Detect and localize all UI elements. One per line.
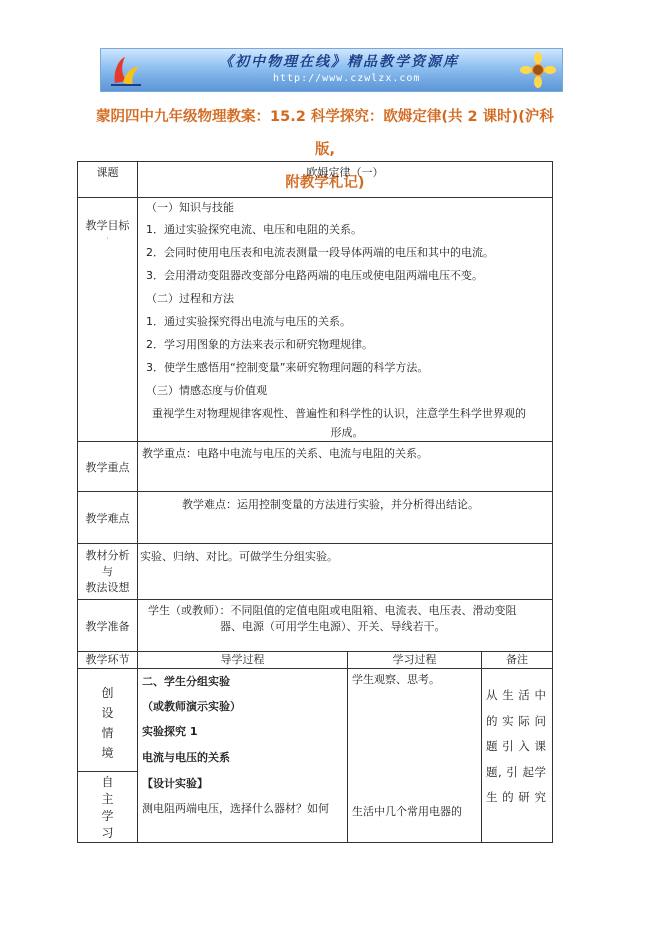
analysis-label-cell	[78, 544, 138, 600]
row-difficulties	[78, 492, 553, 544]
section2-label-char: 学	[101, 809, 114, 823]
guide-content-cell	[138, 669, 348, 843]
row-topic	[78, 162, 553, 198]
header-study: 学习过程	[348, 652, 482, 669]
analysis-content-cell	[138, 544, 553, 600]
topic-value: 欧姆定律（一）	[306, 166, 384, 179]
difficult-label: 教学难点	[85, 511, 130, 525]
flower-icon	[520, 52, 556, 88]
section2-label-char: 习	[101, 826, 114, 840]
note-line: 题 引 入 课	[486, 739, 547, 753]
difficult-content: 教学难点：运用控制变量的方法进行实验，并分析得出结论。	[182, 498, 479, 511]
key-content-cell	[138, 442, 553, 492]
logo-icon	[109, 53, 143, 87]
note-line: 题, 引 起学	[486, 764, 547, 779]
topic-value-cell	[138, 162, 553, 198]
prep-line-2: 器、电源（可用学生电源）、开关、导线若干。	[220, 620, 446, 633]
section2-label-cell	[78, 772, 138, 843]
topic-label: 课题	[96, 166, 119, 179]
row-goals	[78, 198, 553, 442]
section2-label-char: 主	[101, 792, 114, 806]
guide-line: （或教师演示实验）	[142, 700, 241, 713]
analysis-content: 实验、归纳、对比。可做学生分组实验。	[140, 550, 338, 563]
key-content: 教学重点：电路中电流与电压的关系、电流与电阻的关系。	[142, 447, 428, 460]
header-guide: 导学过程	[138, 652, 348, 669]
section1-label-char: 创	[101, 686, 114, 700]
goal-line: 形成。	[330, 426, 364, 439]
goal-line: 重视学生对物理规律客观性、普遍性和科学性的认识，注意学生科学世界观的	[152, 407, 526, 420]
key-label-cell	[78, 442, 138, 492]
study-content-cell	[348, 669, 482, 843]
prep-label-cell	[78, 600, 138, 652]
guide-line: 二、学生分组实验	[142, 675, 230, 688]
goal-line: 1．通过实验探究电流、电压和电阻的关系。	[146, 223, 362, 236]
key-label: 教学重点	[85, 460, 130, 474]
header-stage: 教学环节	[78, 652, 138, 669]
banner-url[interactable]: http://www.czwlzx.com	[273, 73, 421, 84]
analysis-label-2: 与	[102, 564, 113, 578]
goals-label-cell	[78, 198, 138, 442]
header-note: 备注	[482, 652, 553, 669]
guide-line: 【设计实验】	[142, 777, 208, 790]
guide-line: 测电阻两端电压，选择什么器材？如何	[142, 802, 329, 815]
study-line: 学生观察、思考。	[352, 673, 440, 686]
section1-label-char: 情	[101, 726, 114, 740]
row-analysis	[78, 544, 553, 600]
goals-dot: ·	[106, 234, 109, 243]
goal-line: 2．会同时使用电压表和电流表测量一段导体两端的电压和其中的电流。	[146, 246, 494, 259]
row-section-1	[78, 669, 553, 772]
goal-line: 1．通过实验探究得出电流与电压的关系。	[146, 315, 351, 328]
row-preparation	[78, 600, 553, 652]
goals-content-cell	[138, 198, 553, 442]
study-line: 生活中几个常用电器的	[352, 805, 462, 818]
guide-line: 实验探究 1	[142, 725, 198, 738]
page-title-line2: 附教学札记)	[285, 175, 365, 191]
goal-line: （一）知识与技能	[146, 201, 234, 214]
banner-title: 《初中物理在线》精品教学资源库	[219, 54, 459, 70]
prep-content-cell	[138, 600, 553, 652]
section2-label-char: 自	[101, 775, 114, 789]
note-line: 生 的 研 究	[486, 790, 547, 804]
note-line: 从 生 活 中	[486, 688, 547, 702]
row-key-points	[78, 442, 553, 492]
note-content-cell	[482, 669, 553, 843]
section1-label-cell	[78, 669, 138, 772]
goals-label: 教学目标	[85, 219, 130, 232]
analysis-label-1: 教材分析	[85, 548, 130, 562]
topic-label-cell	[78, 162, 138, 198]
difficult-label-cell	[78, 492, 138, 544]
prep-line-1: 学生（或教师）：不同阻值的定值电阻或电阻箱、电流表、电压表、滑动变阻	[148, 604, 517, 617]
lesson-plan-table	[77, 161, 553, 843]
prep-label: 教学准备	[85, 619, 130, 633]
section1-label-char: 设	[101, 706, 114, 720]
analysis-label-3: 教法设想	[85, 580, 130, 594]
guide-line: 电流与电压的关系	[142, 751, 230, 764]
row-process-header	[78, 652, 553, 669]
section1-label-char: 境	[101, 746, 114, 760]
difficult-content-cell	[138, 492, 553, 544]
note-line: 的 实 际 问	[486, 713, 547, 728]
goal-line: （三）情感态度与价值观	[146, 384, 267, 397]
goal-line: 3．使学生感悟用“控制变量”来研究物理问题的科学方法。	[146, 361, 429, 374]
goal-line: （二）过程和方法	[146, 292, 234, 305]
goal-line: 3．会用滑动变阻器改变部分电路两端的电压或使电阻两端电压不变。	[146, 269, 483, 282]
goal-line: 2．学习用图象的方法来表示和研究物理规律。	[146, 338, 373, 351]
page-title-line1: 蒙阴四中九年级物理教案：15.2 科学探究：欧姆定律(共 2 课时)(沪科版,	[96, 109, 554, 158]
header-banner	[100, 48, 563, 92]
